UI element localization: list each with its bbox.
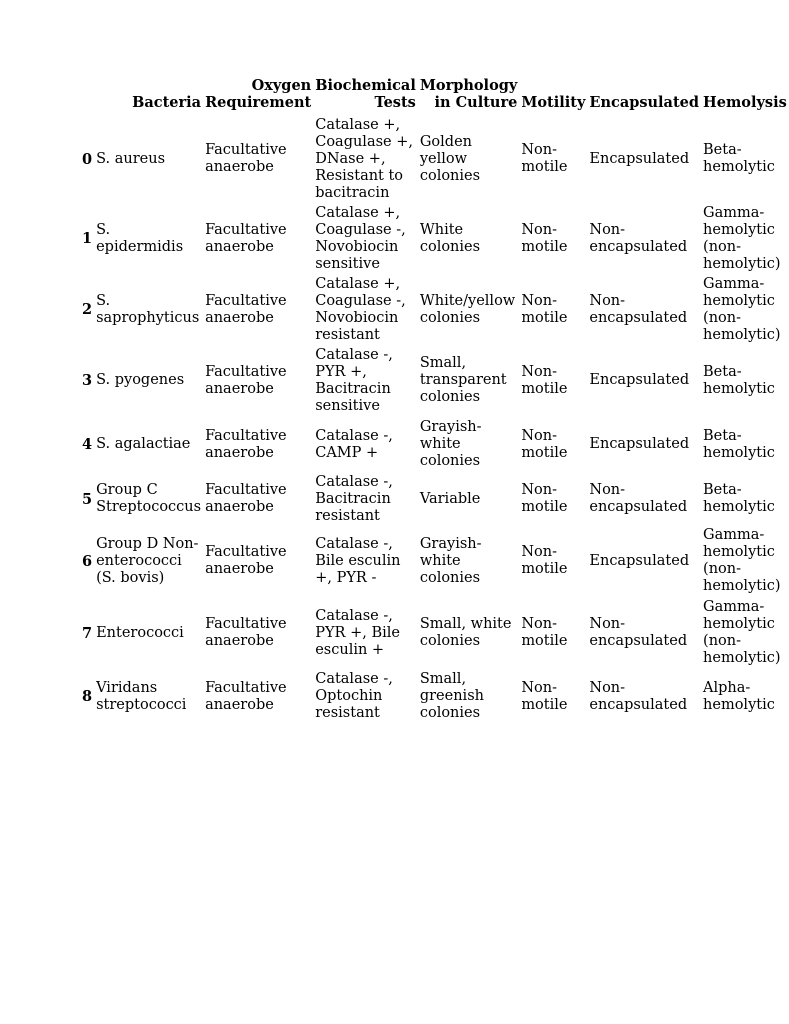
- cell-bacteria: Group C Streptococcus: [96, 482, 202, 515]
- table-row: [80, 597, 789, 669]
- cell-morphology: White colonies: [419, 221, 481, 255]
- cell-bacteria: S. aureus: [96, 150, 166, 167]
- cell-encapsulated: Non-encapsulated: [589, 616, 688, 649]
- cell-oxygen: Facultative anaerobe: [205, 427, 287, 461]
- cell-bacteria: S. epidermidis: [96, 221, 184, 255]
- cell-morphology: Small, white colonies: [419, 616, 512, 649]
- header-motility: Motility: [521, 94, 586, 111]
- table-row: [80, 473, 789, 525]
- cell-hemolysis: Gamma-hemolytic (non-hemolytic): [703, 599, 781, 666]
- cell-encapsulated: Encapsulated: [589, 150, 690, 167]
- table-row: [80, 416, 789, 473]
- cell-biochem: Catalase -, PYR +, Bile esculin +: [315, 607, 400, 658]
- cell-bacteria: S. saprophyticus: [96, 292, 200, 326]
- table-row: [80, 525, 789, 597]
- cell-oxygen: Facultative anaerobe: [205, 544, 287, 577]
- cell-biochem: Catalase +, Coagulase +, DNase +, Resistant to bacitracin: [315, 116, 413, 201]
- cell-hemolysis: Gamma-hemolytic (non-hemolytic): [703, 204, 781, 272]
- cell-encapsulated: Non-encapsulated: [589, 679, 688, 713]
- cell-encapsulated: Non-encapsulated: [589, 482, 688, 515]
- cell-oxygen: Facultative anaerobe: [205, 221, 287, 255]
- table-header-row: [80, 77, 789, 115]
- row-index: 6: [82, 552, 93, 570]
- cell-morphology: Small, greenish colonies: [419, 671, 484, 721]
- cell-oxygen: Facultative anaerobe: [205, 616, 287, 649]
- cell-motility: Non-motile: [521, 142, 568, 175]
- cell-bacteria: S. pyogenes: [96, 372, 185, 388]
- cell-motility: Non-motile: [521, 292, 568, 326]
- cell-encapsulated: Non-encapsulated: [589, 221, 688, 255]
- cell-encapsulated: Non-encapsulated: [589, 292, 688, 326]
- cell-encapsulated: Encapsulated: [589, 372, 690, 388]
- header-oxygen-requirement: Oxygen Requirement: [205, 77, 312, 111]
- cell-morphology: Small, transparent colonies: [419, 355, 507, 405]
- header-index: [80, 77, 94, 115]
- row-index: 0: [82, 150, 93, 168]
- cell-oxygen: Facultative anaerobe: [205, 363, 287, 397]
- row-index: 2: [82, 301, 93, 318]
- header-morphology: Morphology in Culture: [419, 77, 518, 111]
- table-row: [80, 669, 789, 724]
- cell-motility: Non-motile: [521, 679, 568, 713]
- cell-hemolysis: Beta-hemolytic: [703, 482, 775, 515]
- cell-hemolysis: Alpha-hemolytic: [703, 679, 775, 713]
- cell-bacteria: Group D Non-enterococci (S. bovis): [96, 535, 199, 586]
- cell-bacteria: Enterococci: [96, 624, 184, 641]
- row-index: 3: [82, 372, 93, 389]
- cell-hemolysis: Beta-hemolytic: [703, 363, 775, 397]
- row-index: 7: [82, 624, 93, 642]
- cell-motility: Non-motile: [521, 616, 568, 649]
- bacteria-table: [80, 77, 789, 724]
- table-row: [80, 274, 789, 345]
- cell-motility: Non-motile: [521, 482, 568, 515]
- cell-biochem: Catalase -, Bacitracin resistant: [315, 473, 393, 524]
- table-row: [80, 345, 789, 416]
- cell-motility: Non-motile: [521, 221, 568, 255]
- row-index: 1: [82, 230, 93, 247]
- cell-oxygen: Facultative anaerobe: [205, 142, 287, 175]
- header-biochemical-tests: Biochemical Tests: [315, 77, 416, 111]
- cell-biochem: Catalase +, Coagulase -, Novobiocin sensitive: [315, 204, 406, 272]
- cell-motility: Non-motile: [521, 544, 568, 577]
- cell-encapsulated: Encapsulated: [589, 436, 690, 452]
- cell-biochem: Catalase -, PYR +, Bacitracin sensitive: [315, 346, 393, 414]
- cell-motility: Non-motile: [521, 427, 568, 461]
- cell-morphology: Grayish-white colonies: [419, 535, 482, 586]
- cell-bacteria: Viridans streptococci: [96, 679, 187, 713]
- table-row: [80, 203, 789, 274]
- cell-encapsulated: Encapsulated: [589, 552, 690, 569]
- header-hemolysis: Hemolysis: [703, 94, 787, 111]
- cell-oxygen: Facultative anaerobe: [205, 292, 287, 326]
- cell-hemolysis: Gamma-hemolytic (non-hemolytic): [703, 527, 781, 594]
- cell-hemolysis: Gamma-hemolytic (non-hemolytic): [703, 275, 781, 343]
- row-index: 5: [82, 490, 93, 508]
- cell-morphology: Variable: [419, 490, 481, 507]
- cell-hemolysis: Beta-hemolytic: [703, 427, 775, 461]
- cell-morphology: Grayish-white colonies: [419, 419, 482, 469]
- cell-biochem: Catalase +, Coagulase -, Novobiocin resistant: [315, 275, 406, 343]
- cell-motility: Non-motile: [521, 363, 568, 397]
- cell-oxygen: Facultative anaerobe: [205, 679, 287, 713]
- table-row: [80, 115, 789, 203]
- row-index: 4: [82, 436, 93, 453]
- header-encapsulated: Encapsulated: [589, 94, 700, 111]
- cell-biochem: Catalase -, CAMP +: [315, 427, 393, 461]
- cell-biochem: Catalase -, Bile esculin +, PYR -: [315, 535, 401, 586]
- header-bacteria: Bacteria: [132, 94, 202, 111]
- cell-biochem: Catalase -, Optochin resistant: [315, 671, 393, 721]
- cell-hemolysis: Beta-hemolytic: [703, 142, 775, 175]
- cell-morphology: Golden yellow colonies: [419, 133, 481, 184]
- cell-morphology: White/yellow colonies: [419, 292, 516, 326]
- cell-bacteria: S. agalactiae: [96, 436, 191, 452]
- row-index: 8: [82, 688, 93, 705]
- cell-oxygen: Facultative anaerobe: [205, 482, 287, 515]
